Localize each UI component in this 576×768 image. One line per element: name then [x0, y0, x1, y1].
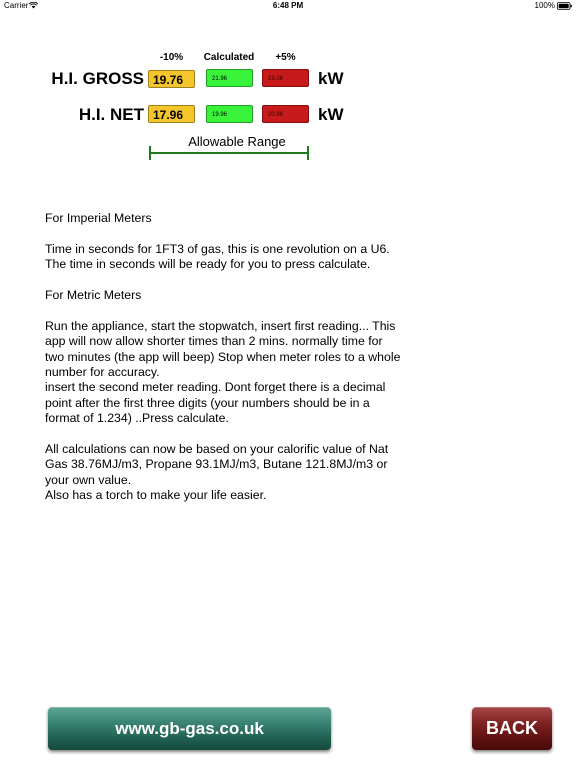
battery-percent: 100%: [534, 1, 555, 10]
status-time: 6:48 PM: [272, 1, 304, 10]
instructions-text: [45, 211, 405, 519]
net-low-value: 17.96: [148, 105, 195, 123]
imperial-instructions: Time in seconds for 1FT3 of gas, this is one revolution on a U6. The time in seconds will be ready for you to press calculate.: [45, 241, 390, 272]
allowable-range-label: Allowable Range: [188, 134, 286, 149]
header-minus-10: -10%: [159, 52, 184, 63]
carrier-label: Carrier: [4, 1, 29, 10]
header-calculated: Calculated: [203, 52, 255, 63]
website-button[interactable]: www.gb-gas.co.uk: [48, 707, 331, 750]
metric-instructions: Run the appliance, start the stopwatch, insert first reading... This app will now allow shorter times than 2 mins. normally time for two minutes (the app will beep) Stop when meter roles to a whole number for accuracy. insert the second meter reading. Dont forget there is a decimal point after the first three digits (your numbers should be in a format of 1.234) ..Press calculate.: [45, 318, 401, 426]
row-label-gross: H.I. GROSS: [51, 69, 144, 88]
calorific-info: All calculations can now be based on your calorific value of Nat Gas 38.76MJ/m3, Propane 93.1MJ/m3, Butane 121.8MJ/m3 or your own value. Also has a torch to make your life easier.: [45, 442, 389, 503]
net-calculated-value: 19.96: [206, 105, 253, 123]
back-button[interactable]: BACK: [472, 707, 552, 750]
gross-low-value: 19.76: [148, 70, 195, 88]
battery-icon: [557, 2, 572, 10]
gross-calculated-value: 21.96: [206, 69, 253, 87]
metric-heading: For Metric Meters: [45, 288, 142, 302]
header-plus-5: +5%: [275, 52, 296, 63]
net-high-value: 20.96: [262, 105, 309, 123]
range-bracket: [149, 146, 309, 160]
net-unit: kW: [318, 105, 344, 124]
gross-unit: kW: [318, 69, 344, 88]
status-bar: [0, 0, 576, 12]
gross-high-value: 23.06: [262, 69, 309, 87]
imperial-heading: For Imperial Meters: [45, 211, 152, 225]
row-label-net: H.I. NET: [78, 105, 144, 124]
